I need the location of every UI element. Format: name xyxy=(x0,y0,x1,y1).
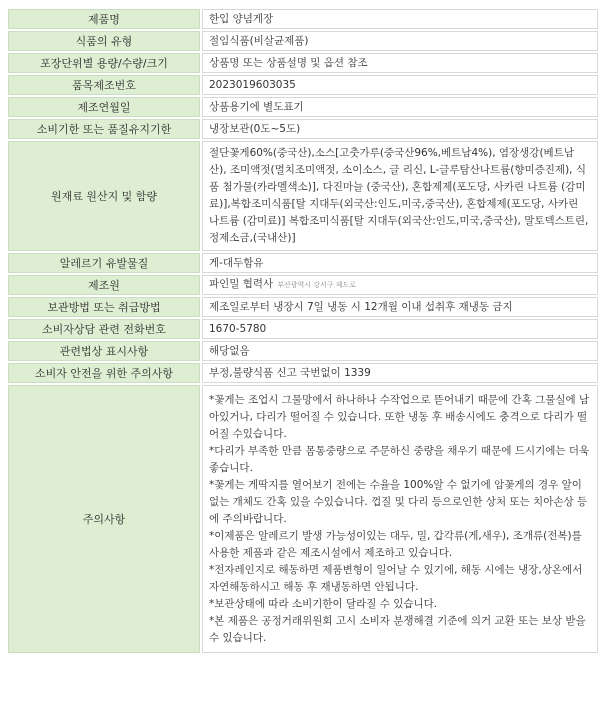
row-label-expiry: 소비기한 또는 품질유지기한 xyxy=(8,119,200,139)
caution-line: *이제품은 알레르기 발생 가능성이있는 대두, 밀, 갑각류(게,새우), 조개류(전복)를 사용한 제품과 같은 제조시설에서 제조하고 있습니다. xyxy=(209,529,582,559)
table-row xyxy=(8,341,598,361)
row-label-package-unit: 포장단위별 용량/수량/크기 xyxy=(8,53,200,73)
table-row xyxy=(8,319,598,339)
caution-line: *꽃게는 게딱지를 열어보기 전에는 수율을 100%알 수 없기에 암꽃게의 경우 알이 없는 개체도 간혹 있을 수있습니다. 껍질 및 다리 등으로인한 상처 또는 치아손상 등에 주의바랍니다. xyxy=(209,478,588,525)
row-value-legal: 해당없음 xyxy=(202,341,598,361)
caution-line: *다리가 부족한 만큼 몸통중량으로 주문하신 중량을 채우기 때문에 드시기에는 더욱 좋습니다. xyxy=(209,444,590,474)
row-label-allergens: 알레르기 유발물질 xyxy=(8,253,200,273)
row-value-storage: 제조일로부터 냉장시 7일 냉동 시 12개월 이내 섭취후 재냉동 금지 xyxy=(202,297,598,317)
table-row xyxy=(8,297,598,317)
caution-line: *본 제품은 공정거래위원회 고시 소비자 분쟁해결 기준에 의거 교환 또는 보상 받을 수 있습니다. xyxy=(209,614,586,644)
row-value-ingredients: 절단꽃게60%(중국산),소스[고춧가루(중국산96%,베트남4%), 염장생강(베트남산), 조미액젓(멸치조미액젓, 소이소스, 글 리신, L-글루탐산나트륨(향미증진제), 식품 첨가물(카라멜색소)], 다진마늘 (중국산), 혼합제제(포도당, 사카린 나트륨 (감미료)],복합조미식품[탈 지대두(외국산:인도,미국,중국산), 혼합제제(포도당, 사카린 나트륨 (감미료)] 복합조미식품[탈 지대두(외국산:인도,미국,중국산), 말토덱스트린,정제소금,(국내산)] xyxy=(202,141,598,251)
row-label-storage: 보관방법 또는 취급방법 xyxy=(8,297,200,317)
row-label-safety: 소비자 안전을 위한 주의사항 xyxy=(8,363,200,383)
table-row xyxy=(8,9,598,29)
table-row xyxy=(8,385,598,653)
table-row xyxy=(8,253,598,273)
row-label-manufacturer: 제조원 xyxy=(8,275,200,295)
row-value-allergens: 게-대두함유 xyxy=(202,253,598,273)
row-label-food-type: 식품의 유형 xyxy=(8,31,200,51)
table-row xyxy=(8,363,598,383)
row-value-product-name: 한입 양념게장 xyxy=(202,9,598,29)
table-row xyxy=(8,31,598,51)
row-value-item-number: 2023019603035 xyxy=(202,75,598,95)
manufacturer-name: 파인밀 협력사 xyxy=(209,278,274,290)
caution-line: *꽃게는 조업시 그물망에서 하나하나 수작업으로 뜯어내기 때문에 간혹 그물실에 남아있거나, 다리가 떨어질 수 있습니다. 또한 냉동 후 배송시에도 충격으로 다리가 떨어질 수있습니다. xyxy=(209,393,590,440)
row-value-caution xyxy=(202,385,598,653)
row-value-safety: 부정,불량식품 신고 국번없이 1339 xyxy=(202,363,598,383)
table-row xyxy=(8,97,598,117)
row-value-expiry: 냉장보관(0도~5도) xyxy=(202,119,598,139)
row-label-ingredients: 원재료 원산지 및 함량 xyxy=(8,141,200,251)
row-label-product-name: 제품명 xyxy=(8,9,200,29)
table-row xyxy=(8,75,598,95)
row-value-package-unit: 상품명 또는 상품설명 및 옵션 참조 xyxy=(202,53,598,73)
row-value-food-type: 절임식품(비살균제품) xyxy=(202,31,598,51)
product-info-table-wrapper xyxy=(6,7,600,655)
row-value-phone: 1670-5780 xyxy=(202,319,598,339)
table-row xyxy=(8,119,598,139)
row-value-manufacture-date: 상품용기에 별도표기 xyxy=(202,97,598,117)
product-info-table xyxy=(6,7,600,655)
row-label-phone: 소비자상담 관련 전화번호 xyxy=(8,319,200,339)
table-row xyxy=(8,141,598,251)
row-label-caution: 주의사항 xyxy=(8,385,200,653)
table-row xyxy=(8,53,598,73)
row-label-legal: 관련법상 표시사항 xyxy=(8,341,200,361)
table-row xyxy=(8,275,598,295)
row-value-manufacturer xyxy=(202,275,598,295)
caution-line: *전자레인지로 해동하면 제품변형이 일어날 수 있기에, 해동 시에는 냉장,상온에서 자연해동하시고 해동 후 재냉동하면 안됩니다. xyxy=(209,563,583,593)
caution-line: *보관상태에 따라 소비기한이 달라질 수 있습니다. xyxy=(209,597,438,610)
row-label-item-number: 품목제조번호 xyxy=(8,75,200,95)
manufacturer-address: 부산광역시 강서구 제도로 xyxy=(277,281,357,289)
row-label-manufacture-date: 제조연월일 xyxy=(8,97,200,117)
